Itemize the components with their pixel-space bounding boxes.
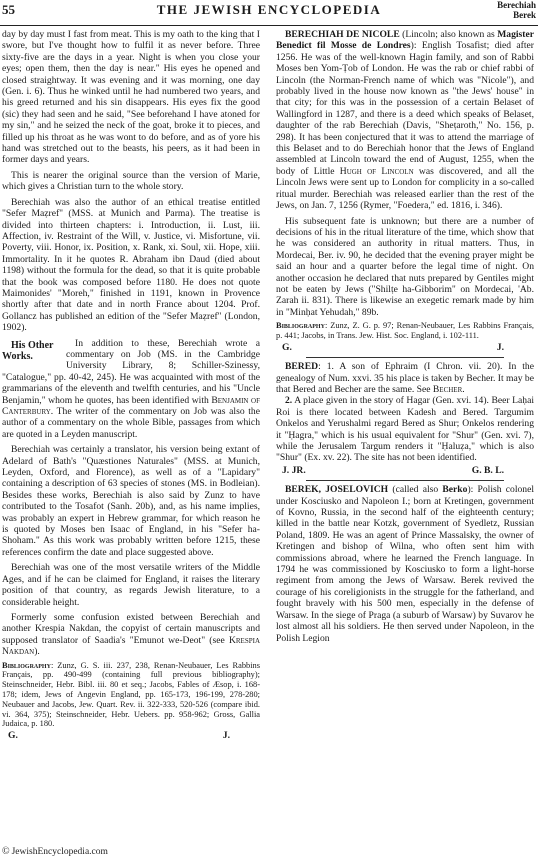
- entry-berechiah-de-nicole: BERECHIAH DE NICOLE (Lincoln; also known as Magister Benedict fil Mosse de Londres): English Tosafist; died after 1256. He was of the well-known Hagin family, and son of Rabbi Moses ben Yom-Ṭob of London. He was the rab or chief rabbi of Lincoln (the Norman-French name of which was "Nicole"), and probably lived in the house now known as "the Jews' house" in that city; for this was in the possession of a certain Belaset of Wallingford in 1287, and there is a deed which speaks of Belaset, daughter of the rab Berechiah (Davis, "Sheṭaroth," No. 156, p. 298). It has been conjectured that it was to attend the marriage of this Belaset and to do Berechiah honor that the Jews of England assembled at Lincoln toward the end of August, 1255, when the body of Little Hugh of Lincoln was discovered, and all the Lincoln Jews were sent up to London for complicity in a so-called ritual murder. Berechiah was released earlier than the rest of the Jews, on Jan. 7, 1256 (Rymer, "Foedera," ed. 1816, i. 346).: [276, 29, 534, 212]
- entry-bered: BERED: 1. A son of Ephraim (I Chron. vii. 20). In the genealogy of Num. xxvi. 35 his place is taken by Becher. It may be that Bered and Becher are the same. See Becher.: [276, 361, 534, 395]
- krespia-nakdan-link[interactable]: Krespia Nakdan: [2, 634, 260, 658]
- confusion-paragraph: Formerly some confusion existed between Berechiah and another Krespia Nakdan, the copyist of certain manuscripts and supposed translator of Saadia's "Emunot we-Deot" (see Krespia Nakdan).: [2, 611, 260, 658]
- copyright-icon: ©: [2, 846, 10, 857]
- job-commentary-paragraph: His Other Works. In addition to these, Berechiah wrote a commentary on Job (MS. in the Cambridge University Library, 8; Schiller-Szinessy, "Catalogue," pp. 40-42, 245). He was acquainted with most of the grammarians of the eleventh and twelfth centuries, and his "Uncle Benjamin," whom he quotes, has been identified with Benjamin of Canterbury. The writer of the commentary on Job was also the author of a commentary on the whole Bible, passages from which are quoted in a Leyden manuscript.: [2, 337, 260, 440]
- page-number: 55: [2, 2, 15, 17]
- entry-headword: BERED: [285, 361, 319, 373]
- entry-headword: BERECHIAH DE NICOLE: [285, 29, 400, 40]
- right-column: [276, 29, 534, 844]
- running-title: THE JEWISH ENCYCLOPEDIA: [156, 2, 382, 17]
- entry-berek-joselovich: BEREK, JOSELOVICH (called also Berko): Polish colonel under Kosciusko and Napoleon I.; born at Kretingen, government of Kovno, Russia, in the second half of the eighteenth century; killed in the battle near Kotzk, government of Syedletz, Russian Poland, 1809. He was an agent of Prince Massalsky, the owner of Kretingen and bishop of Wilna, who often sent him with commissions abroad, where he learned the French language. In 1794 he was commissioned by Kosciusko to form a light-horse regiment from among the Jews of Warsaw. Berek revived the courage of his coreligionists in the struggle for the fatherland, and fought bravely with his 500 men, especially in the defense of Warsaw. In the siege of Praga (a suburb of Warsaw) by Suvarov he lost almost all his soldiers. He then served under Napoleon, in the Polish Legion: [276, 484, 534, 644]
- subsequent-fate-paragraph: His subsequent fate is unknown; but there are a number of decisions of his in the ritual literature of the time, which show that he was considered an authority in ritual matters. Thus, in Mordecai, Ber. iv. 90, he decided that the evening prayer might be said an hour and a quarter before the legal time of night. On another occasion he declared that nuts prepared by Gentiles might not be eaten by Jews ("Shilṭe ha-Gibborim" on Mordecai, 'Ab. Zarah ii. 831). There is likewise an exegetic remark made by him in "Minḥat Yehudah," 89b.: [276, 215, 534, 318]
- translator-paragraph: Berechiah was certainly a translator, his version being extant of Adelard of Bath's "Quæstiones Naturales" (MSS. at Munich, Leyden, Oxford, and Florence), as well as of a "Lapidary" containing a description of 63 species of stones (MS. in Bodleian). Besides these works, Berechiah is also said by Zunz to have contributed to the Tosafot (Sanh. 20b), and, as his name implies, was probably an expert in Hebrew grammar, for which reason he is quoted by Moses ben Isaac of England, in his "Sefer ha-Shoham." As this work was probably written before 1215, these references confirm the date and place suggested above.: [2, 444, 260, 558]
- benjamin-of-canterbury-link[interactable]: Benjamin of Canterbury: [2, 394, 260, 417]
- entry-headword: BEREK, JOSELOVICH: [285, 484, 389, 496]
- bibliography-label: Bibliography: [276, 321, 325, 331]
- entry-divider: [306, 480, 504, 481]
- catchword-first: Berechiah: [497, 0, 536, 10]
- left-column: [2, 29, 260, 844]
- becher-link[interactable]: Becher: [432, 383, 463, 395]
- author-signature: J. JR. G. B. L.: [282, 464, 504, 476]
- site-link[interactable]: JewishEncyclopedia.com: [11, 846, 108, 857]
- entry-divider: [306, 357, 504, 358]
- catchword-last: Berek: [513, 10, 536, 20]
- author-signature: G. J.: [8, 730, 230, 742]
- bered-place-paragraph: 2. A place given in the story of Hagar (Gen. xvi. 14). Beer Laḥai Roi is there located between Kadesh and Bered. Targumim Onkelos and Yerushalmi regard Bered as Shur; Onkelos rendering it "Ḥagra," which is his usual equivalent for "Shur" (Gen. xvi. 7), while the Jerusalem Targum renders it "Ḥaluẓa," which is also "Shur" (Ex. xv. 22). The site has not been identified.: [276, 395, 534, 464]
- side-heading: His Other Works.: [2, 339, 54, 363]
- bibliography: Bibliography: Zunz, Z. G. p. 97; Renan-Neubauer, Les Rabbins Français, p. 441; Jacobs, in Trans. Jew. Hist. Soc. England, i. 102-111.: [276, 321, 534, 340]
- bibliography-label: Bibliography: [2, 660, 51, 670]
- marie-version-paragraph: This is nearer the original source than the version of Marie, which gives a Christian turn to the whole story.: [2, 169, 260, 193]
- fable-ending-paragraph: day by day must I fast from meat. This is my oath to the king that I swore, but I've thought how to fulfil it as never before. Three sixty-five are the days in a year. Night is when you close your eyes; open them, then the day is near." His eyes he opened and closed straightway. It was evening and it was morning, one day (Gen. i. 6). Thus he winked until he had numbered two years, and his greed returned and his sin disappears. His eyes fix the good (sic) they had seen and he said, "See beforehand I have atoned for my sin," and he seized the neck of the goat, broke it to pieces, and filled up his throat as he was wont to do before, and as of yore his hand was stretched out to the beasts, his peers, as it had been in former days and years.: [2, 29, 260, 166]
- catchword: [497, 0, 536, 20]
- versatile-writer-paragraph: Berechiah was one of the most versatile writers of the Middle Ages, and if he can be claimed for England, it raises the literary position of that country, as regards Jewish literature, to a considerable height.: [2, 562, 260, 608]
- author-signature: G. J.: [282, 341, 504, 353]
- bibliography: Bibliography: Zunz, G. S. iii. 237, 238, Renan-Neubauer, Les Rabbins Français, pp. 490-499 (containing full previous bibliography); Steinschneider, Hebr. Bibl. iii. 80 et seq.; Jacobs, Fables of Æsop, i. 168-178; idem, Jews of Angevin England, pp. 165-173, 196-199, 278-280; Neubauer and Jacobs, Jew. Quart. Rev. ii. 322-333, 520-526 (compare ibid. vi. 364, 375); Steinschneider, Hebr. Uebers. pp. 958-962; Gross, Gallia Judaica, p. 180.: [2, 660, 260, 729]
- hugh-of-lincoln-link[interactable]: Hugh of Lincoln: [339, 165, 414, 177]
- page-header: [0, 0, 538, 26]
- footer: [2, 846, 108, 857]
- sefer-mazref-paragraph: Berechiah was also the author of an ethical treatise entitled "Sefer Maẓref" (MSS. at Munich and Parma). The treatise is divided into thirteen chapters: i. Introduction, ii. Lust, iii. Affection, iv. Restraint of the Will, v. Justice, vi. Misfortune, vii. Poverty, viii. Honor, ix. Position, x. Rank, xi. Soul, xii. Hope, xiii. Immortality. In it he quotes R. Abraham ibn Daud (died about 1198) without the formula for the dead, so that it is quite probable that the book was composed before 1180. He does not quote Maimonides' "Moreh," finished in 1191, known in Provence shortly after that date and in north France about 1204. Prof. Gollancz has published an edition of the "Sefer Maẓref" (London, 1902).: [2, 196, 260, 334]
